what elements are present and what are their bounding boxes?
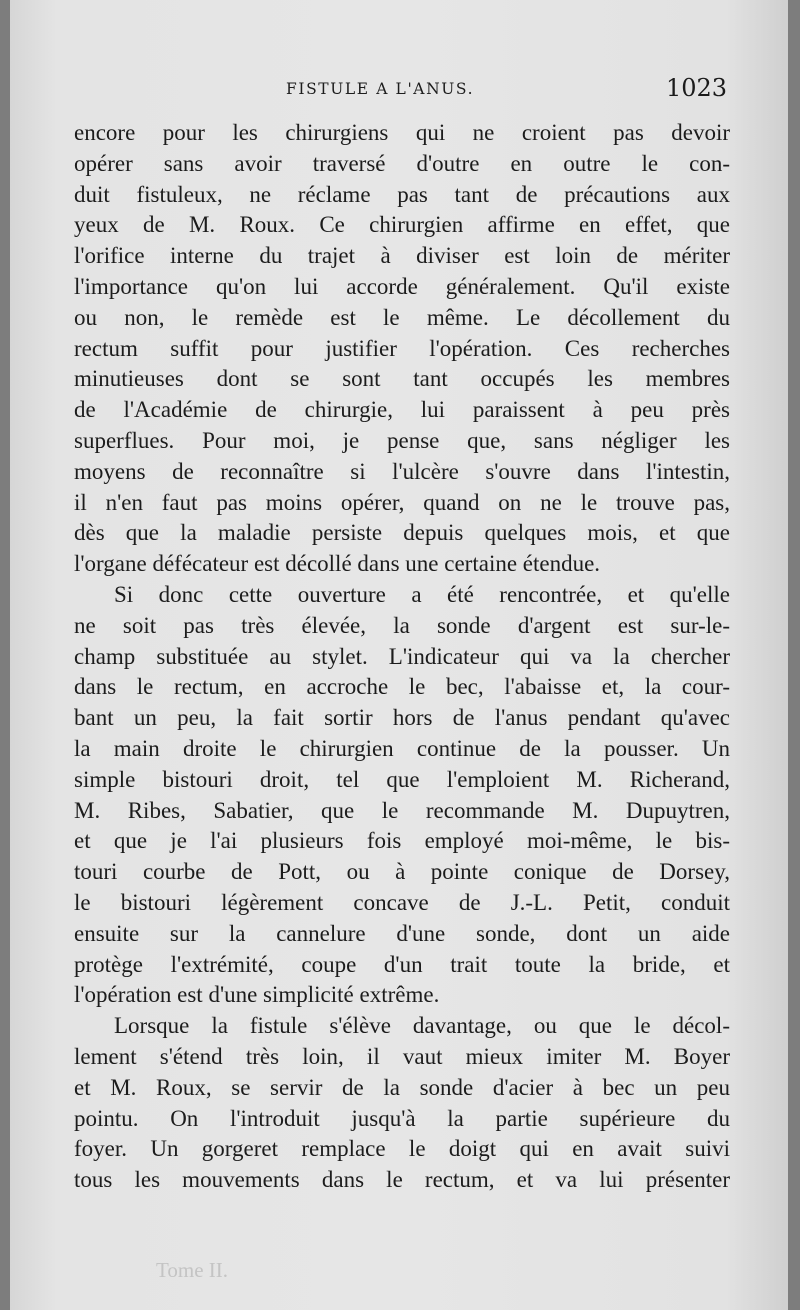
text-line: et que je l'ai plusieurs fois employé moi-même, le bis-: [74, 828, 730, 854]
text-line: touri courbe de Pott, ou à pointe conique de Dorsey,: [74, 859, 730, 885]
text-line: minutieuses dont se sont tant occupés les membres: [74, 366, 730, 392]
text-line: M. Ribes, Sabatier, que le recommande M. Dupuytren,: [74, 797, 730, 823]
book-page: [10, 0, 788, 1310]
text-line: l'orifice interne du trajet à diviser est loin de mériter: [74, 243, 730, 269]
text-line: de l'Académie de chirurgie, lui paraissent à peu près: [74, 397, 730, 423]
text-line: simple bistouri droit, tel que l'emploient M. Richerand,: [74, 766, 730, 792]
text-line: pointu. On l'introduit jusqu'à la partie supérieure du: [74, 1105, 730, 1131]
text-line: Lorsque la fistule s'élève davantage, ou que le décol-: [114, 1013, 730, 1039]
text-line: encore pour les chirurgiens qui ne croient pas devoir: [74, 120, 730, 145]
text-line: rectum suffit pour justifier l'opération. Ces recherches: [74, 335, 730, 361]
text-line: Si donc cette ouverture a été rencontrée, et qu'elle: [114, 581, 730, 607]
page-number: 1023: [666, 74, 728, 102]
text-line: duit fistuleux, ne réclame pas tant de précautions aux: [74, 181, 730, 207]
text-line: protège l'extrémité, coupe d'un trait toute la bride, et: [74, 951, 730, 977]
text-line: l'organe défécateur est décollé dans une certaine étendue.: [74, 551, 601, 577]
body-text: [74, 118, 730, 1196]
text-line: ne soit pas très élevée, la sonde d'argent est sur-le-: [74, 612, 730, 638]
text-line: dès que la maladie persiste depuis quelques mois, et que: [74, 520, 730, 546]
text-line: ou non, le remède est le même. Le décollement du: [74, 304, 730, 330]
text-line: lement s'étend très loin, il vaut mieux imiter M. Boyer: [74, 1043, 730, 1069]
text-line: et M. Roux, se servir de la sonde d'acier à bec un peu: [74, 1074, 730, 1100]
text-line: la main droite le chirurgien continue de la pousser. Un: [74, 735, 730, 761]
text-line: superflues. Pour moi, je pense que, sans négliger les: [74, 427, 730, 453]
text-line: l'importance qu'on lui accorde généralement. Qu'il existe: [74, 273, 730, 299]
text-line: foyer. Un gorgeret remplace le doigt qui en avait suivi: [74, 1136, 730, 1162]
text-line: opérer sans avoir traversé d'outre en outre le con-: [74, 150, 730, 176]
text-line: ensuite sur la cannelure d'une sonde, dont un aide: [74, 920, 730, 946]
text-line: moyens de reconnaître si l'ulcère s'ouvre dans l'intestin,: [74, 458, 730, 484]
page-header: [10, 74, 788, 108]
text-line: dans le rectum, en accroche le bec, l'abaisse et, la cour-: [74, 674, 730, 700]
text-line: tous les mouvements dans le rectum, et va lui présenter: [74, 1167, 730, 1193]
text-line: il n'en faut pas moins opérer, quand on ne le trouve pas,: [74, 489, 730, 515]
text-line: champ substituée au stylet. L'indicateur qui va la chercher: [74, 643, 730, 669]
text-line: yeux de M. Roux. Ce chirurgien affirme en effet, que: [74, 212, 730, 238]
text-line: le bistouri légèrement concave de J.-L. Petit, conduit: [74, 889, 730, 915]
text-line: bant un peu, la fait sortir hors de l'anus pendant qu'avec: [74, 705, 730, 731]
running-head: FISTULE A L'ANUS.: [286, 80, 475, 98]
signature-mark: Tome II.: [156, 1258, 229, 1282]
text-line: l'opération est d'une simplicité extrême.: [74, 982, 440, 1008]
